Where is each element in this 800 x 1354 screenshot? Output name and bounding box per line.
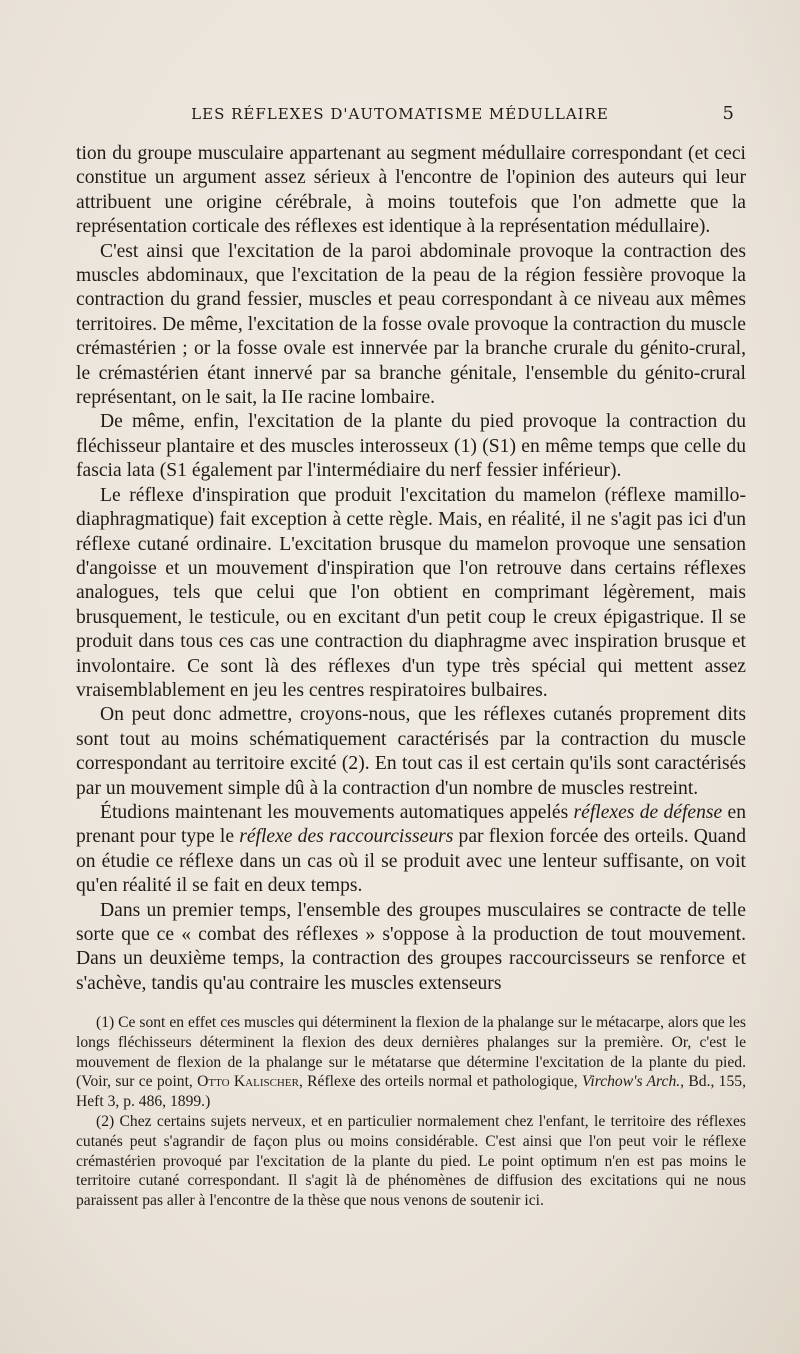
footnote-1 (76, 1013, 746, 1112)
page-header (60, 103, 740, 127)
paragraph-6-text: Étudions maintenant les mouvements automatiques appelés (100, 801, 574, 823)
paragraph-6-text: par flexion forcée des orteils. Quand on étudie ce réflexe dans un cas où il se produit avec une lenteur suffisante, on voit qu'en réalité il se fait en deux temps. (76, 826, 747, 897)
author-name: Otto Kalischer (197, 1073, 299, 1091)
footnote-2: (2) Chez certains sujets nerveux, et en particulier normalement chez l'enfant, le territoire des réflexes cutanés peut s'agrandir de façon plus ou moins considérable. C'est ainsi que l'on peut voir le réflexe crémastérien provoqué par l'excitation de la plante du pied. Le point optimum n'en est pas moins le territoire cutané correspondant. Il s'agit là de phénomènes de diffusion des excitations qui ne nous paraissent pas aller à l'encontre de la thèse que nous venons de soutenir ici. (76, 1112, 746, 1210)
paragraph-2: C'est ainsi que l'excitation de la paroi abdominale provoque la contraction des muscles abdominaux, que l'excitation de la peau de la région fessière provoque la contraction du grand fessier, muscles et peau correspondant à ce niveau aux mêmes territoires. De même, l'excitation de la fosse ovale provoque la contraction du muscle crémastérien ; or la fosse ovale est innervée par la branche crurale du génito-crural, le crémastérien étant innervé par sa branche génitale, l'ensemble du génito-crural représentant, on le sait, la IIe racine lombaire. (76, 240, 746, 409)
paragraph-1: tion du groupe musculaire appartenant au segment médullaire correspondant (et ceci constitue un argument assez sérieux à l'encontre de l'opinion des auteurs qui leur attribuent une origine cérébrale, à moins toutefois que l'on admette que la représentation corticale des réflexes est identique à la représentation médullaire). (76, 143, 746, 238)
paragraph-5: On peut donc admettre, croyons-nous, que les réflexes cutanés proprement dits sont tout au moins schématiquement caractérisés par la contraction du muscle correspondant au territoire excité (2). En tout cas il est certain qu'ils sont caractérisés par un mouvement simple dû à la contraction d'un nombre de muscles restreint. (76, 704, 746, 799)
journal-title: Virchow's Arch. (582, 1073, 681, 1091)
paragraph-4: Le réflexe d'inspiration que produit l'excitation du mamelon (réflexe mamillo-diaphragmatique) fait exception à cette règle. Mais, en réalité, il ne s'agit pas ici d'un réflexe cutané ordinaire. L'excitation brusque du mamelon provoque une sensation d'angoisse et un mouvement d'inspiration que l'on retrouve dans certains réflexes analogues, tels que celui que l'on obtient en comprimant légèrement, mais brusquement, le testicule, ou en excitant d'un petit coup le creux épigastrique. Il se produit dans tous ces cas une contraction du diaphragme avec inspiration brusque et involontaire. Ce sont là des réflexes d'un type très spécial qui mettent assez vraisemblablement en jeu les centres respiratoires bulbaires. (76, 484, 746, 701)
paragraph-3: De même, enfin, l'excitation de la plante du pied provoque la contraction du fléchisseur plantaire et des muscles interosseux (1) (S1) en même temps que celle du fascia lata (S1 également par l'intermédiaire du nerf fessier inférieur). (76, 411, 746, 482)
page-number: 5 (722, 103, 734, 124)
paragraph-6-text: en prenant pour type le (76, 801, 746, 848)
footnote-1-text: , Bd., 155, Heft 3, p. 486, 1899.) (76, 1073, 746, 1111)
paragraph-6 (76, 801, 746, 899)
footnote-1-text: (1) Ce sont en effet ces muscles qui déterminent la flexion de la phalange sur le métacarpe, alors que les longs fléchisseurs déterminent la flexion des deux dernières phalanges sur la première. Or, c'est le mouvement de flexion de la phalange sur le métatarse que détermine l'excitation de la plante du pied. (Voir, sur ce point, (76, 1014, 746, 1091)
term-reflexe-des-raccourcisseurs: réflexe des raccourcisseurs (239, 826, 454, 848)
term-reflexes-de-defense: réflexes de défense (573, 801, 723, 823)
main-text (76, 142, 746, 996)
running-title: LES RÉFLEXES D'AUTOMATISME MÉDULLAIRE (191, 105, 609, 123)
footnote-1-text: , Réflexe des orteils normal et pathologique, (298, 1073, 582, 1091)
paragraph-7: Dans un premier temps, l'ensemble des groupes musculaires se contracte de telle sorte que ce « combat des réflexes » s'oppose à la production de tout mouvement. Dans un deuxième temps, la contraction des groupes raccourcisseurs se renforce et s'achève, tandis qu'au contraire les muscles extenseurs (76, 899, 746, 994)
footnotes (76, 1013, 746, 1211)
